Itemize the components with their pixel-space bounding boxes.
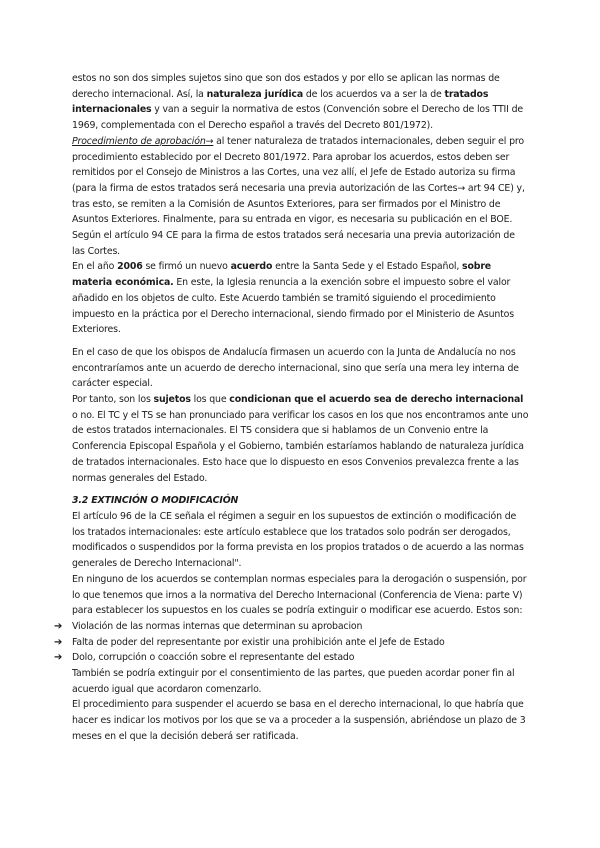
list-item: ➔ Dolo, corrupción o coacción sobre el representante del estado <box>72 650 530 666</box>
arrow-icon: ➔ <box>54 636 63 648</box>
procedimiento-label: Procedimiento de aprobación→ <box>72 135 214 147</box>
paragraph-procedimiento: Procedimiento de aprobación→ al tener naturaleza de tratados internacionales, deben seguir el pro procedimiento establecido por el Decreto 801/1972. Para aprobar los acuerdos, estos deben ser remitidos por el Consejo de Ministros a las Cortes, una vez allí, el Jefe de Estado autoriza su firma (para la firma de estos tratados será necesaria una previa autorización de las Cortes→ art 94 CE) y, tras esto, se remiten a la Comisión de Asuntos Exteriores, para ser firmados por el Ministro de Asuntos Exteriores. Finalmente, para su entrada en vigor, es necesaria su publicación en el BOE. Según el artículo 94 CE para la firma de estos tratados será necesaria una previa autorización de las Cortes. <box>72 135 525 257</box>
paragraph-acuerdo-2006: En el año 2006 se firmó un nuevo acuerdo entre la Santa Sede y el Estado Español, sobre materia económica. En este, la Iglesia renuncia a la exención sobre el impuesto sobre el valor añadido en los objetos de culto. Este Acuerdo también se tramitó siguiendo el procedimiento impuesto en la práctica por el Derecho internacional, siendo firmado por el Ministerio de Asuntos Exteriores. <box>72 261 515 336</box>
paragraph-andalucia: En el caso de que los obispos de Andalucía firmasen un acuerdo con la Junta de Andalucía no nos encontraríamos ante un acuerdo de derecho internacional, sino que sería una mera ley interna de carácter especial. <box>72 346 519 390</box>
text-column <box>54 71 530 745</box>
arrow-icon: ➔ <box>54 620 63 632</box>
paragraph-ninguno: En ninguno de los acuerdos se contemplan normas especiales para la derogación o suspensión, por lo que tenemos que irnos a la normativa del Derecho Internacional (Conferencia de Viena: parte V) para establecer los supuestos en los cuales se podría extinguir o modificar ese acuerdo. Estos son: <box>72 573 527 617</box>
paragraph-articulo-96: El artículo 96 de la CE señala el régimen a seguir en los supuestos de extinción o modificación de los tratados internacionales: este artículo establece que los tratados solo podrán ser derogados, modificados o suspendidos por la forma prevista en los propios tratados o de acuerdo a las normas generales de Derecho Internacional". <box>72 510 524 570</box>
paragraph-sujetos: Por tanto, son los sujetos los que condicionan que el acuerdo sea de derecho internacional o no. El TC y el TS se han pronunciado para verificar los casos en los que nos encontramos ante uno de estos tratados internacionales. El TS considera que si hablamos de un Convenio entre la Conferencia Episcopal Española y el Gobierno, también estaríamos hablando de naturaleza jurídica de tratados internacionales. Esto hace que lo dispuesto en esos Convenios prevalezca frente a las normas generales del Estado. <box>72 394 529 484</box>
arrow-icon: ➔ <box>54 652 63 664</box>
list-item: ➔ Falta de poder del representante por existir una prohibición ante el Jefe de Estado <box>72 635 530 651</box>
supuestos-list <box>54 619 530 666</box>
paragraph-naturaleza: estos no son dos simples sujetos sino que son dos estados y por ello se aplican las normas de derecho internacional. Así, la naturaleza jurídica de los acuerdos va a ser la de tratados internacionales y van a seguir la normativa de estos (Convención sobre el Derecho de los TTII de 1969, complementada con el Derecho español a través del Decreto 801/1972). <box>72 73 524 132</box>
section-heading: 3.2 EXTINCIÓN O MODIFICACIÓN <box>72 495 239 507</box>
list-item: ➔ Violación de las normas internas que determinan su aprobacion <box>72 619 530 635</box>
paragraph-suspension: El procedimiento para suspender el acuerdo se basa en el derecho internacional, lo que habría que hacer es indicar los motivos por los que se va a proceder a la suspensión, abriéndose un plazo de 3 meses en el que la decisión deberá ser ratificada. <box>72 699 526 742</box>
paragraph-consentimiento: También se podría extinguir por el consentimiento de las partes, que pueden acordar poner fin al acuerdo igual que acordaron comenzarlo. <box>72 668 515 695</box>
